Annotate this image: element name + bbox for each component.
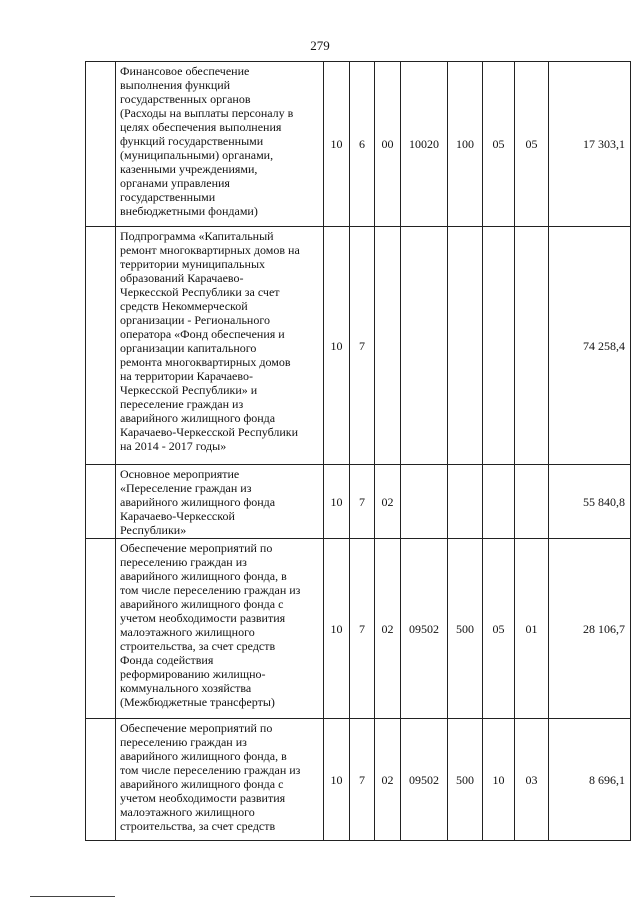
amount-cell: 74 258,4 — [549, 227, 631, 465]
code-cell: 7 — [350, 539, 375, 719]
code-cell: 10 — [324, 719, 350, 841]
code-cell: 10 — [324, 465, 350, 539]
code-cell: 7 — [350, 719, 375, 841]
code-cell: 02 — [375, 539, 401, 719]
code-cell: 02 — [375, 719, 401, 841]
row-marker-cell — [86, 539, 116, 719]
code-cell: 6 — [350, 62, 375, 227]
expense-name-cell: Основное мероприятие «Переселение граждан из аварийного жилищного фонда Карачаево-Черкесской Республики» — [116, 465, 324, 539]
table-row — [86, 62, 631, 227]
code-cell — [483, 465, 515, 539]
code-cell: 09502 — [401, 539, 448, 719]
expense-name-cell: Финансовое обеспечение выполнения функций государственных органов (Расходы на выплаты персоналу в целях обеспечения выполнения функций государственными (муниципальными) органами, казенными учреждениями, органами управления государственными внебюджетными фондами) — [116, 62, 324, 227]
code-cell: 10 — [324, 227, 350, 465]
code-cell: 10 — [324, 539, 350, 719]
amount-cell: 28 106,7 — [549, 539, 631, 719]
code-cell — [448, 465, 483, 539]
amount-cell: 8 696,1 — [549, 719, 631, 841]
code-cell: 03 — [515, 719, 549, 841]
code-cell — [515, 227, 549, 465]
table-row — [86, 539, 631, 719]
code-cell — [401, 465, 448, 539]
footer-divider — [30, 896, 115, 897]
code-cell: 05 — [483, 539, 515, 719]
code-cell — [401, 227, 448, 465]
row-marker-cell — [86, 227, 116, 465]
code-cell: 09502 — [401, 719, 448, 841]
expense-name-cell: Подпрограмма «Капитальный ремонт многоквартирных домов на территории муниципальных образований Карачаево- Черкесской Республики за счет средств Некоммерческой организации - Регионального оператора «Фонд обеспечения и организации капитального ремонта многоквартирных домов на территории Карачаево- Черкесской Республики» и переселение граждан из аварийного жилищного фонда Карачаево-Черкесской Республики на 2014 - 2017 годы» — [116, 227, 324, 465]
code-cell: 7 — [350, 465, 375, 539]
code-cell — [483, 227, 515, 465]
code-cell: 500 — [448, 539, 483, 719]
code-cell — [448, 227, 483, 465]
code-cell: 100 — [448, 62, 483, 227]
table-row — [86, 719, 631, 841]
code-cell — [375, 227, 401, 465]
code-cell: 7 — [350, 227, 375, 465]
code-cell: 00 — [375, 62, 401, 227]
code-cell: 500 — [448, 719, 483, 841]
row-marker-cell — [86, 719, 116, 841]
amount-cell: 55 840,8 — [549, 465, 631, 539]
code-cell: 02 — [375, 465, 401, 539]
code-cell: 10 — [324, 62, 350, 227]
budget-table — [85, 61, 631, 841]
code-cell: 10 — [483, 719, 515, 841]
code-cell — [515, 465, 549, 539]
expense-name-cell: Обеспечение мероприятий по переселению граждан из аварийного жилищного фонда, в том числе переселению граждан из аварийного жилищного фонда с учетом необходимости развития малоэтажного жилищного строительства, за счет средств Фонда содействия реформированию жилищно- коммунального хозяйства (Межбюджетные трансферты) — [116, 539, 324, 719]
expense-name-cell: Обеспечение мероприятий по переселению граждан из аварийного жилищного фонда, в том числе переселению граждан из аварийного жилищного фонда с учетом необходимости развития малоэтажного жилищного строительства, за счет средств — [116, 719, 324, 841]
page-number: 279 — [310, 38, 330, 53]
amount-cell: 17 303,1 — [549, 62, 631, 227]
table-row — [86, 227, 631, 465]
code-cell: 05 — [483, 62, 515, 227]
code-cell: 05 — [515, 62, 549, 227]
table-row — [86, 465, 631, 539]
code-cell: 01 — [515, 539, 549, 719]
code-cell: 10020 — [401, 62, 448, 227]
row-marker-cell — [86, 62, 116, 227]
row-marker-cell — [86, 465, 116, 539]
